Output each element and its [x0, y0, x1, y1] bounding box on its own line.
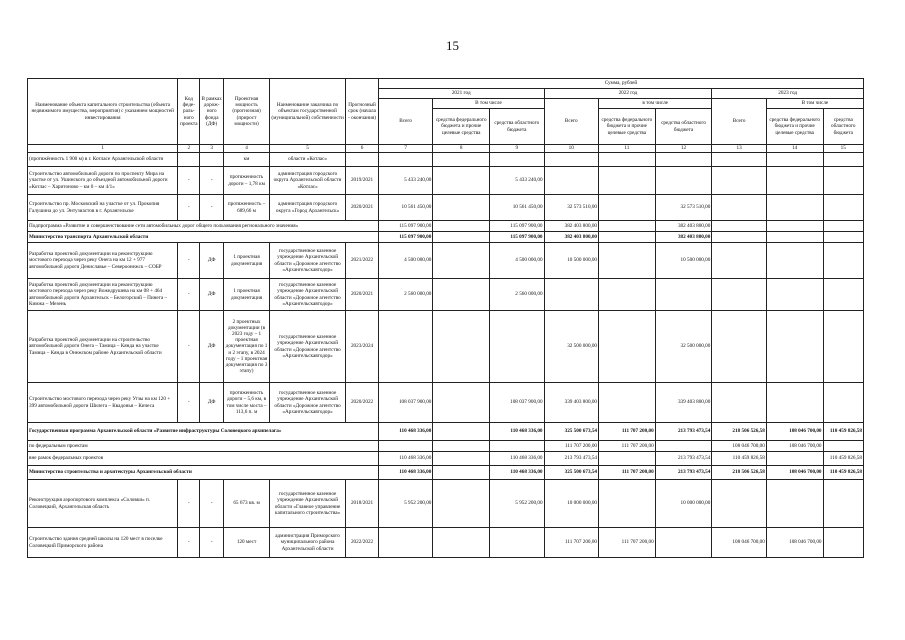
- cell-r21: 108 037 900,00: [490, 383, 544, 423]
- table-row: [28, 480, 864, 528]
- cell-t23: [712, 383, 766, 423]
- summary-row-ministry-building-row: [28, 466, 864, 480]
- cell-r23: [823, 153, 863, 167]
- summary-label: Министерство транспорта Архангельской области: [28, 232, 379, 243]
- cell-t22: 32 573 510,00: [544, 195, 598, 221]
- cell-r21: 4 500 000,00: [490, 243, 544, 279]
- cell-t21: 2 560 000,00: [378, 279, 432, 311]
- header-customer: Наименование заказчика по объектам государственной (муниципальной) собственности: [269, 79, 345, 145]
- cell-t22: 339 403 800,00: [544, 383, 598, 423]
- cell-code: -: [178, 383, 200, 423]
- summary-label: по федеральным проектам: [28, 441, 379, 452]
- table-row: [28, 383, 864, 423]
- cell-f21: [433, 311, 490, 383]
- cell-name: Строительство мостового перехода через реку Угзы на км 120 + 399 автомобильной дороги Шилега – Квадонья – Кичеса: [28, 383, 178, 423]
- cell-code: -: [178, 195, 200, 221]
- cell-r22: [655, 153, 712, 167]
- summary-f23: [766, 452, 823, 466]
- cell-r21: [490, 528, 544, 558]
- cell-t23: [712, 311, 766, 383]
- header-capacity: Проектная мощность (прогнозная) (прирост мощности): [224, 79, 270, 145]
- col-num: 5: [269, 145, 345, 153]
- col-num: 8: [433, 145, 490, 153]
- cell-t21: [378, 153, 432, 167]
- cell-customer: государственное казенное учреждение Архангельской области «Дорожное агентство «Архангельскавтодор»: [269, 243, 345, 279]
- summary-t23: [712, 221, 766, 232]
- cell-r23: [823, 195, 863, 221]
- cell-customer: области «Котлас»: [269, 153, 345, 167]
- summary-r23: 110 459 826,58: [823, 423, 863, 441]
- header-regional-2021: средства областного бюджета: [490, 109, 544, 145]
- summary-t21: 110 468 336,00: [378, 466, 432, 480]
- cell-t22: 10 500 000,00: [544, 243, 598, 279]
- header-regional-2022: средства областного бюджета: [655, 109, 712, 145]
- col-num: 7: [378, 145, 432, 153]
- cell-f21: [433, 243, 490, 279]
- header-incl-2023: В том числе: [766, 99, 863, 109]
- cell-f22: [599, 153, 656, 167]
- col-num: 13: [712, 145, 766, 153]
- cell-f23: 108 046 700,00: [766, 528, 823, 558]
- summary-label: вне рамок федеральных проектов: [28, 452, 379, 466]
- summary-t22: 325 500 673,54: [544, 466, 598, 480]
- cell-t21: 10 561 450,00: [378, 195, 432, 221]
- summary-label: Подпрограмма «Развитие и совершенствование сети автомобильных дорог общего пользования регионального значения»: [28, 221, 379, 232]
- cell-t21: [378, 528, 432, 558]
- cell-capacity: 120 мест: [224, 528, 270, 558]
- cell-t21: 4 500 000,00: [378, 243, 432, 279]
- cell-capacity: протяженность дороги – 1,78 км: [224, 167, 270, 195]
- col-num: 6: [346, 145, 379, 153]
- summary-f21: [433, 221, 490, 232]
- cell-code: [178, 153, 200, 167]
- col-num: 2: [178, 145, 200, 153]
- col-num: 4: [224, 145, 270, 153]
- cell-code: -: [178, 167, 200, 195]
- summary-t21: 115 097 900,00: [378, 221, 432, 232]
- cell-f22: [599, 243, 656, 279]
- cell-t23: [712, 195, 766, 221]
- cell-code: -: [178, 311, 200, 383]
- cell-period: 2018/2021: [346, 480, 379, 528]
- summary-t22: 382 403 800,00: [544, 221, 598, 232]
- cell-t23: [712, 279, 766, 311]
- summary-row-ministry-transport-row: [28, 232, 864, 243]
- cell-name: Разработка проектной документации на строительство автомобильной дороги Онега – Тамица – Кянда на участке Тамица – Кянда в Онежском районе Архангельской области: [28, 311, 178, 383]
- cell-customer: государственное казенное учреждение Архангельской области «Главное управление капитального строительства»: [269, 480, 345, 528]
- cell-f22: [599, 480, 656, 528]
- cell-period: 2023/2024: [346, 311, 379, 383]
- cell-df: -: [200, 167, 224, 195]
- cell-t23: [712, 480, 766, 528]
- cell-df: ДФ: [200, 243, 224, 279]
- header-incl-2021: В том числе: [433, 99, 544, 109]
- summary-f22: [599, 452, 656, 466]
- header-federal-2021: средства федерального бюджета и прочие целевые средства: [433, 109, 490, 145]
- cell-r23: [823, 167, 863, 195]
- cell-df: [200, 153, 224, 167]
- cell-f23: [766, 167, 823, 195]
- summary-f23: 108 046 700,00: [766, 466, 823, 480]
- col-num: 9: [490, 145, 544, 153]
- cell-r23: [823, 480, 863, 528]
- cell-f21: [433, 153, 490, 167]
- cell-f22: [599, 279, 656, 311]
- budget-table: [27, 78, 864, 558]
- summary-t22: 213 793 473,54: [544, 452, 598, 466]
- cell-r23: [823, 311, 863, 383]
- cell-r21: [490, 311, 544, 383]
- cell-r21: [490, 153, 544, 167]
- cell-df: -: [200, 195, 224, 221]
- cell-t22: [544, 167, 598, 195]
- cell-r23: [823, 243, 863, 279]
- cell-t22: [544, 279, 598, 311]
- summary-f22: [599, 232, 656, 243]
- summary-t22: 111 707 200,00: [544, 441, 598, 452]
- cell-name: Разработка проектной документации на реконструкцию мостового перехода через реку Вожедрушева на км 08 + 464 автомобильной дороги Архангельск – Белогорский – Пинега – Кимжа – Мезень: [28, 279, 178, 311]
- summary-label: Министерство строительства и архитектуры Архангельской области: [28, 466, 379, 480]
- summary-row-state-program-row: [28, 423, 864, 441]
- summary-r21: [490, 441, 544, 452]
- cell-t22: 10 000 000,00: [544, 480, 598, 528]
- cell-customer: государственное казенное учреждение Архангельской области «Дорожное агентство «Архангельскавтодор»: [269, 383, 345, 423]
- header-regional-2023: средства областного бюджета: [823, 109, 863, 145]
- cell-r22: 32 573 510,00: [655, 195, 712, 221]
- summary-r22: 213 793 473,54: [655, 452, 712, 466]
- cell-r22: [655, 167, 712, 195]
- cell-f22: [599, 311, 656, 383]
- cell-r21: 10 561 450,00: [490, 195, 544, 221]
- table-row: [28, 167, 864, 195]
- cell-capacity: протяженность – 689,66 м: [224, 195, 270, 221]
- summary-f22: 111 707 200,00: [599, 441, 656, 452]
- cell-period: 2020/2021: [346, 195, 379, 221]
- cell-f23: [766, 153, 823, 167]
- table-row: [28, 279, 864, 311]
- summary-t23: [712, 232, 766, 243]
- cell-capacity: 65 673 кв. м: [224, 480, 270, 528]
- header-total-2022: Всего: [544, 99, 598, 145]
- cell-customer: администрация Приморского муниципального района Архангельской области: [269, 528, 345, 558]
- header-federal-2023: средства федерального бюджета и прочие целевые средства: [766, 109, 823, 145]
- cell-df: ДФ: [200, 279, 224, 311]
- summary-t23: 110 459 826,58: [712, 452, 766, 466]
- summary-t21: [378, 441, 432, 452]
- summary-r22: [655, 441, 712, 452]
- cell-period: 2020/2022: [346, 383, 379, 423]
- cell-capacity: 1 проектная документация: [224, 279, 270, 311]
- summary-r21: 115 097 900,00: [490, 232, 544, 243]
- cell-r22: 10 000 000,00: [655, 480, 712, 528]
- cell-r22: 339 403 800,00: [655, 383, 712, 423]
- cell-t21: 5 433 240,00: [378, 167, 432, 195]
- table-row: [28, 243, 864, 279]
- cell-customer: администрация городского округа «Город Архангельск»: [269, 195, 345, 221]
- col-num: 15: [823, 145, 863, 153]
- header-road-fund: В рамках дорож-ного фонда (ДФ): [200, 79, 224, 145]
- cell-customer: администрация городского округа Архангельской области «Котлас»: [269, 167, 345, 195]
- summary-f22: [599, 221, 656, 232]
- cell-f22: 111 707 200,00: [599, 528, 656, 558]
- summary-t23: 218 506 526,58: [712, 423, 766, 441]
- summary-t23: 218 506 526,58: [712, 466, 766, 480]
- cell-f22: [599, 195, 656, 221]
- cell-f21: [433, 480, 490, 528]
- cell-r23: [823, 279, 863, 311]
- summary-r23: [823, 441, 863, 452]
- cell-r21: 5 952 200,00: [490, 480, 544, 528]
- summary-t23: 108 046 700,00: [712, 441, 766, 452]
- cell-customer: государственное казенное учреждение Архангельской области «Дорожное агентство «Архангельскавтодор»: [269, 279, 345, 311]
- cell-name: Разработка проектной документации на реконструкцию мостового перехода через реку Онега на км 12 + 977 автомобильной дороги Дениславье – Североонежск – СОБР: [28, 243, 178, 279]
- cell-name: Строительство пр. Московский на участке от ул. Прокопия Галушина до ул. Энтузиастов в г. Архангельске: [28, 195, 178, 221]
- cell-period: 2020/2021: [346, 279, 379, 311]
- cell-r22: 32 500 000,00: [655, 311, 712, 383]
- cell-f21: [433, 528, 490, 558]
- summary-f21: [433, 232, 490, 243]
- cell-f23: [766, 480, 823, 528]
- cell-t22: 32 500 000,00: [544, 311, 598, 383]
- cell-code: -: [178, 528, 200, 558]
- cell-f21: [433, 279, 490, 311]
- summary-t22: 382 403 800,00: [544, 232, 598, 243]
- header-year-2023: 2023 год: [712, 89, 864, 99]
- summary-r22: 213 793 473,54: [655, 466, 712, 480]
- summary-r23: [823, 232, 863, 243]
- cell-f21: [433, 383, 490, 423]
- cell-r23: [823, 383, 863, 423]
- cell-r22: 10 500 000,00: [655, 243, 712, 279]
- cell-r21: 5 433 240,00: [490, 167, 544, 195]
- summary-t21: 110 468 336,00: [378, 452, 432, 466]
- cell-r23: [823, 528, 863, 558]
- summary-f22: 111 707 200,00: [599, 423, 656, 441]
- cell-code: -: [178, 480, 200, 528]
- cell-df: -: [200, 480, 224, 528]
- summary-t22: 325 500 673,54: [544, 423, 598, 441]
- summary-r21: 110 468 336,00: [490, 452, 544, 466]
- cell-r22: [655, 279, 712, 311]
- cell-period: 2019/2021: [346, 167, 379, 195]
- cell-f22: [599, 383, 656, 423]
- summary-row-federal-row: [28, 441, 864, 452]
- cell-t22: [544, 153, 598, 167]
- summary-f23: [766, 221, 823, 232]
- cell-f21: [433, 167, 490, 195]
- cell-capacity: 2 проектных документации (в 2023 году – 1 проектная документация по 1 и 2 этапу, в 2024 году – 1 проектная документация по 3 этапу): [224, 311, 270, 383]
- page-number: 15: [446, 38, 459, 53]
- cell-period: [346, 153, 379, 167]
- summary-f22: 111 707 200,00: [599, 466, 656, 480]
- cell-t23: [712, 153, 766, 167]
- header-code: Код феде-раль-ного проекта: [178, 79, 200, 145]
- summary-r22: 382 403 800,00: [655, 221, 712, 232]
- cell-capacity: 1 проектная документация: [224, 243, 270, 279]
- summary-r22: 213 793 473,54: [655, 423, 712, 441]
- summary-r23: 110 459 826,58: [823, 452, 863, 466]
- cell-t21: [378, 311, 432, 383]
- summary-f21: [433, 466, 490, 480]
- col-num: 14: [766, 145, 823, 153]
- header-sum: Сумма, рублей: [378, 79, 863, 89]
- summary-label: Государственная программа Архангельской области «Развитие инфраструктуры Соловецкого архипелага»: [28, 423, 379, 441]
- summary-t21: 110 468 336,00: [378, 423, 432, 441]
- cell-r22: [655, 528, 712, 558]
- cell-name: Строительство автомобильной дороги по проспекту Мира на участке от ул. Ушинского до объездной автомобильной дороги «Котлас – Харитоново – км 0 – км 4/1»: [28, 167, 178, 195]
- cell-t23: 108 046 700,00: [712, 528, 766, 558]
- cell-period: 2021/2022: [346, 243, 379, 279]
- summary-r23: 110 459 826,58: [823, 466, 863, 480]
- cell-capacity: протяженность дороги – 5,6 км, в том числе моста – 113,6 п. м: [224, 383, 270, 423]
- cell-f22: [599, 167, 656, 195]
- cell-f23: [766, 279, 823, 311]
- table-row: [28, 528, 864, 558]
- summary-f21: [433, 452, 490, 466]
- cell-code: -: [178, 243, 200, 279]
- header-year-2021: 2021 год: [378, 89, 544, 99]
- cell-r21: 2 560 000,00: [490, 279, 544, 311]
- table-row: [28, 153, 864, 167]
- header-total-2023: Всего: [712, 99, 766, 145]
- cell-name: (протяжённость 1 900 м) в г. Котласе Архангельской области: [28, 153, 178, 167]
- cell-capacity: км: [224, 153, 270, 167]
- cell-period: 2022/2022: [346, 528, 379, 558]
- cell-t21: 5 952 200,00: [378, 480, 432, 528]
- cell-df: -: [200, 528, 224, 558]
- header-period: Прогнозный срок (начала - окончания): [346, 79, 379, 145]
- col-num: 11: [599, 145, 656, 153]
- summary-f23: 108 046 700,00: [766, 441, 823, 452]
- summary-f23: [766, 232, 823, 243]
- summary-f21: [433, 423, 490, 441]
- summary-row-non-federal-row: [28, 452, 864, 466]
- cell-customer: государственное казенное учреждение Архангельской области «Дорожное агентство «Архангельскавтодор»: [269, 311, 345, 383]
- summary-f21: [433, 441, 490, 452]
- col-num: 12: [655, 145, 712, 153]
- table-row: [28, 195, 864, 221]
- col-num: 1: [28, 145, 178, 153]
- cell-name: Реконструкция аэропортового комплекса «Соловки» п. Соловецкий, Архангельская область: [28, 480, 178, 528]
- cell-f23: [766, 383, 823, 423]
- table-row: [28, 311, 864, 383]
- cell-df: ДФ: [200, 311, 224, 383]
- cell-t23: [712, 243, 766, 279]
- cell-t23: [712, 167, 766, 195]
- cell-f23: [766, 311, 823, 383]
- header-name: Наименование объекта капитального строительства (объекта недвижимого имущества, мероприятия) с указанием мощностей инвестирования: [28, 79, 178, 145]
- col-num: 10: [544, 145, 598, 153]
- cell-name: Строительство здания средней школы на 120 мест в поселке Соловецкий Приморского района: [28, 528, 178, 558]
- cell-t22: 111 707 200,00: [544, 528, 598, 558]
- cell-t21: 108 037 900,00: [378, 383, 432, 423]
- summary-r21: 110 468 336,00: [490, 466, 544, 480]
- cell-df: ДФ: [200, 383, 224, 423]
- header-total-2021: Всего: [378, 99, 432, 145]
- header-federal-2022: средства федерального бюджета и прочие целевые средства: [599, 109, 656, 145]
- header-year-2022: 2022 год: [544, 89, 712, 99]
- col-num: 3: [200, 145, 224, 153]
- cell-f23: [766, 243, 823, 279]
- cell-code: -: [178, 279, 200, 311]
- summary-row-subprogram-row: [28, 221, 864, 232]
- header-incl-2022: в том числе: [599, 99, 712, 109]
- summary-r21: 110 468 336,00: [490, 423, 544, 441]
- cell-f23: [766, 195, 823, 221]
- summary-t21: 115 097 900,00: [378, 232, 432, 243]
- summary-r23: [823, 221, 863, 232]
- summary-r21: 115 097 900,00: [490, 221, 544, 232]
- cell-f21: [433, 195, 490, 221]
- summary-f23: 108 046 700,00: [766, 423, 823, 441]
- summary-r22: 382 403 800,00: [655, 232, 712, 243]
